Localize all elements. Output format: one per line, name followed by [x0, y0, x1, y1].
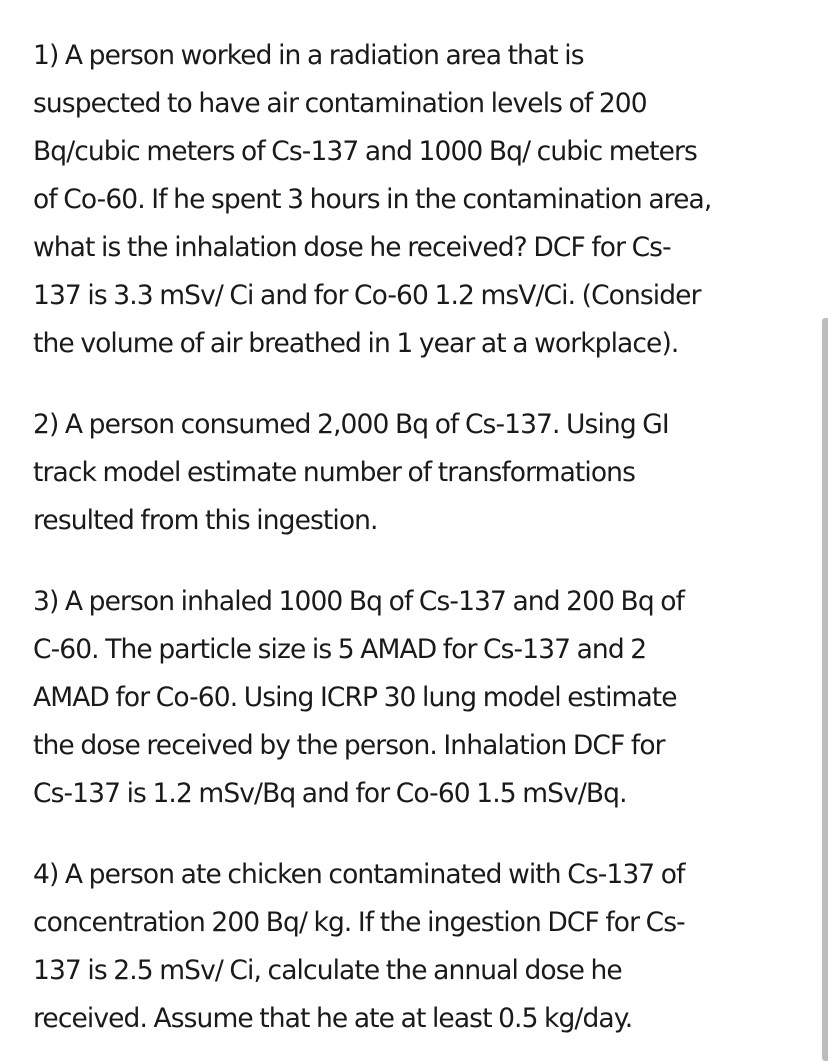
question-line: 4) A person ate chicken contaminated with Cs-137 of: [33, 859, 685, 890]
scrollbar-thumb[interactable]: [822, 318, 828, 1061]
question-line: 3) A person inhaled 1000 Bq of Cs-137 and 200 Bq of: [33, 586, 685, 617]
question-4: [33, 851, 803, 1043]
question-line: 137 is 2.5 mSv/ Ci, calculate the annual dose he: [33, 955, 622, 986]
question-2: [33, 401, 803, 545]
question-line: received. Assume that he ate at least 0.5 kg/day.: [33, 1003, 633, 1034]
question-line: of Co-60. If he spent 3 hours in the contamination area,: [33, 184, 712, 215]
question-line: Bq/cubic meters of Cs-137 and 1000 Bq/ cubic meters: [33, 136, 697, 167]
question-3: [33, 578, 803, 818]
question-line: 1) A person worked in a radiation area that is: [33, 40, 584, 71]
question-line: concentration 200 Bq/ kg. If the ingestion DCF for Cs-: [33, 907, 685, 938]
question-line: suspected to have air contamination levels of 200: [33, 88, 647, 119]
question-line: Cs-137 is 1.2 mSv/Bq and for Co-60 1.5 mSv/Bq.: [33, 778, 627, 809]
question-line: 2) A person consumed 2,000 Bq of Cs-137. Using GI: [33, 409, 669, 440]
question-line: AMAD for Co-60. Using ICRP 30 lung model estimate: [33, 682, 677, 713]
question-line: 137 is 3.3 mSv/ Ci and for Co-60 1.2 msV/Ci. (Consider: [33, 280, 701, 311]
question-line: track model estimate number of transformations: [33, 457, 635, 488]
question-1: [33, 32, 803, 368]
question-line: what is the inhalation dose he received? DCF for Cs-: [33, 232, 671, 263]
document-body: [33, 32, 803, 1043]
question-line: the volume of air breathed in 1 year at a workplace).: [33, 328, 679, 359]
question-line: C-60. The particle size is 5 AMAD for Cs-137 and 2: [33, 634, 647, 665]
question-line: resulted from this ingestion.: [33, 505, 378, 536]
question-line: the dose received by the person. Inhalation DCF for: [33, 730, 665, 761]
